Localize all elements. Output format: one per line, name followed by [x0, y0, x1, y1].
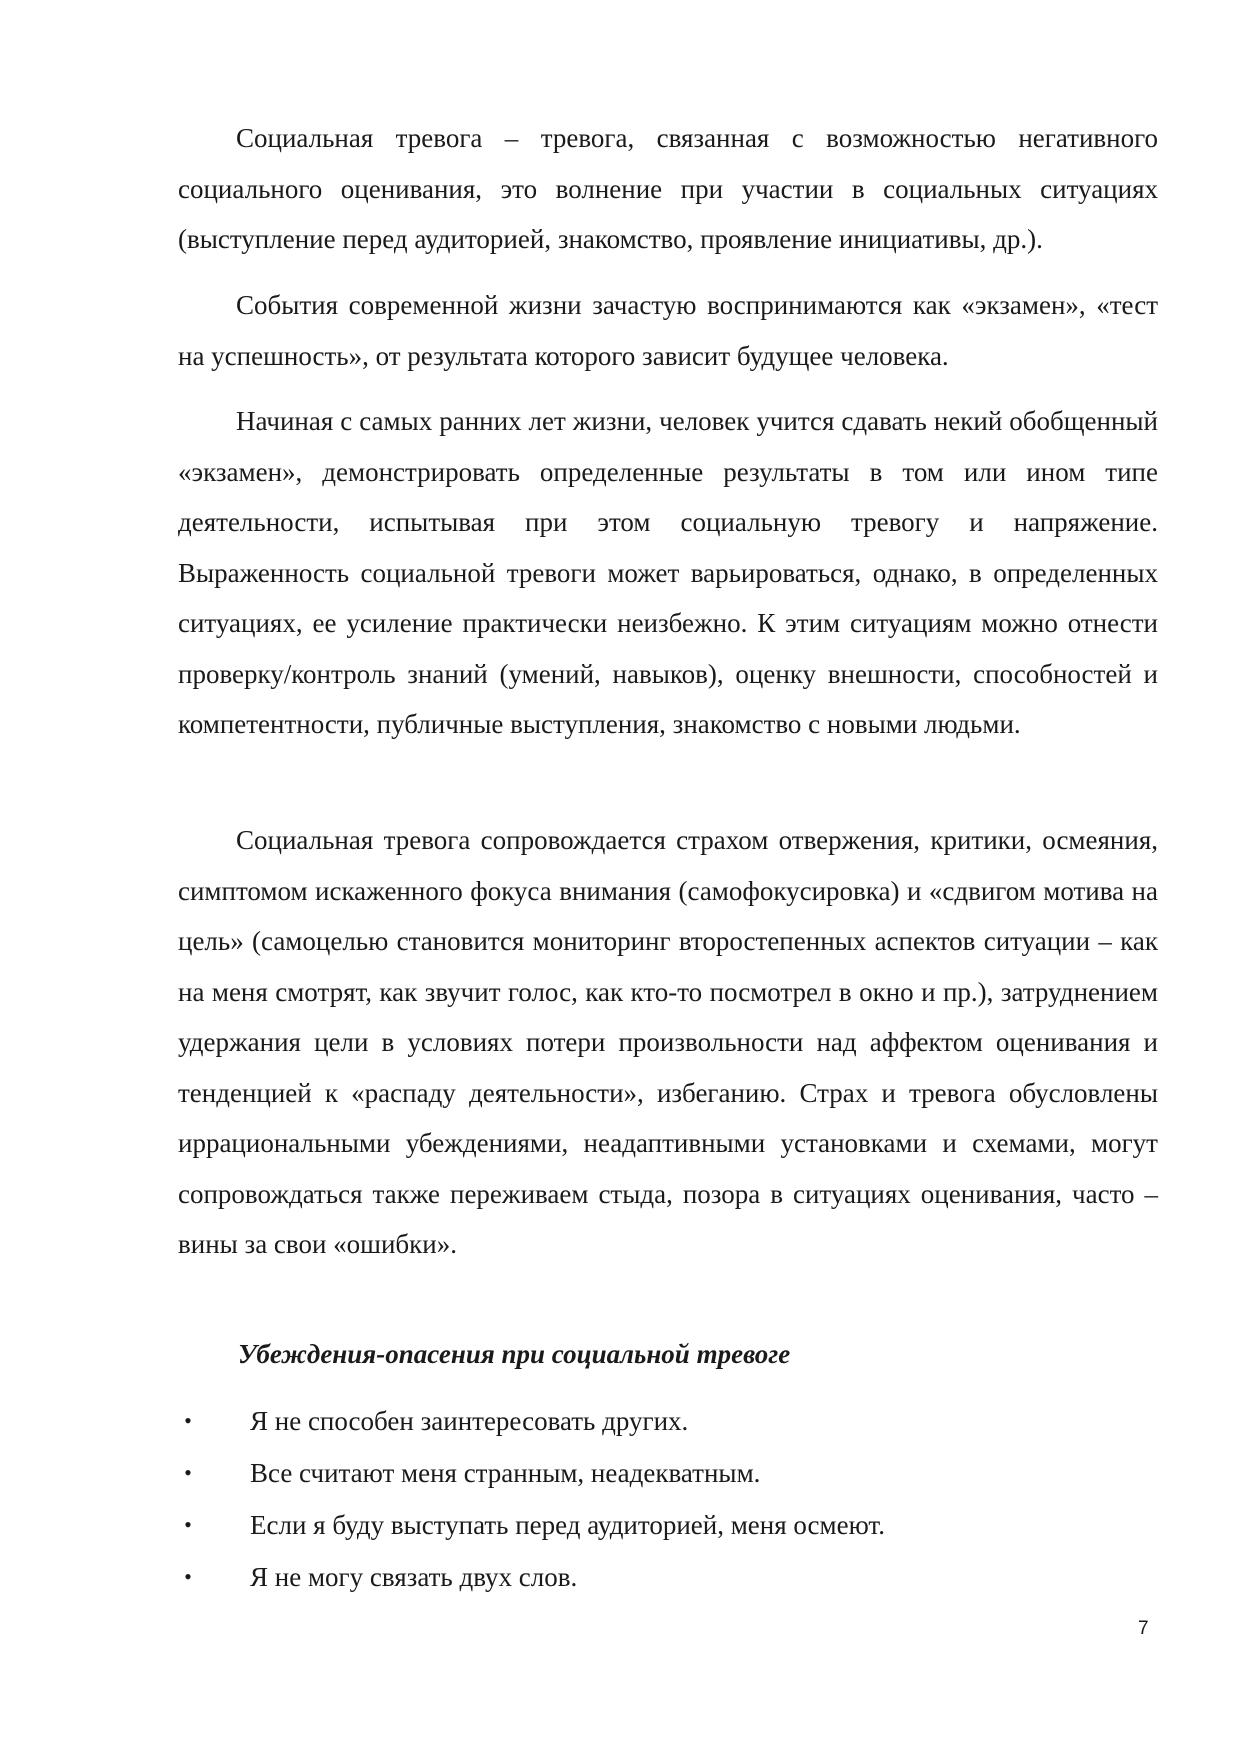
list-item-text: Если я буду выступать перед аудиторией, меня осмеют.	[250, 1510, 885, 1540]
list-item-text: Я не способен заинтересовать других.	[250, 1406, 689, 1436]
list-item	[178, 1499, 885, 1551]
bullet-icon: •	[184, 1408, 192, 1433]
section-heading: Убеждения-опасения при социальной тревоге	[238, 1339, 791, 1369]
paragraph-life-as-exam: События современной жизни зачастую воспринимаются как «экзамен», «тест на успешность», от результата которого зависит будущее человека.	[178, 290, 1158, 371]
list-item-text: Я не могу связать двух слов.	[250, 1562, 578, 1592]
bullet-icon: •	[184, 1512, 192, 1537]
paragraph-social-anxiety-definition: Социальная тревога – тревога, связанная с возможностью негативного социального оценивания, это волнение при участии в социальных ситуациях (выступление перед аудиторией, знакомство, проявление инициативы, др.).	[178, 123, 1158, 254]
page-number: 7	[1138, 1618, 1149, 1639]
bullet-icon: •	[184, 1460, 192, 1485]
paragraph-anxiety-symptoms: Социальная тревога сопровождается страхом отвержения, критики, осмеяния, симптомом искаженного фокуса внимания (самофокусировка) и «сдвигом мотива на цель» (самоцелью становится мониторинг второстепенных аспектов ситуации – как на меня смотрят, как звучит голос, как кто-то посмотрел в окно и пр.), затруднением удержания цели в условиях потери произвольности над аффектом оценивания и тенденцией к «распаду деятельности», избеганию. Страх и тревога обусловлены иррациональными убеждениями, неадаптивными установками и схемами, могут сопровождаться также переживаем стыда, позора в ситуациях оценивания, часто – вины за свои «ошибки».	[178, 825, 1158, 1259]
list-item	[178, 1551, 885, 1603]
bullet-icon: •	[184, 1564, 192, 1589]
beliefs-list	[178, 1395, 885, 1603]
list-item	[178, 1395, 885, 1447]
list-item-text: Все считают меня странным, неадекватным.	[250, 1458, 761, 1488]
list-item	[178, 1447, 885, 1499]
paragraph-early-life-exam: Начиная с самых ранних лет жизни, человек учится сдавать некий обобщенный «экзамен», демонстрировать определенные результаты в том или ином типе деятельности, испытывая при этом социальную тревогу и напряжение. Выраженность социальной тревоги может варьироваться, однако, в определенных ситуациях, ее усиление практически неизбежно. К этим ситуациям можно отнести проверку/контроль знаний (умений, навыков), оценку внешности, способностей и компетентности, публичные выступления, знакомство с новыми людьми.	[178, 406, 1158, 739]
